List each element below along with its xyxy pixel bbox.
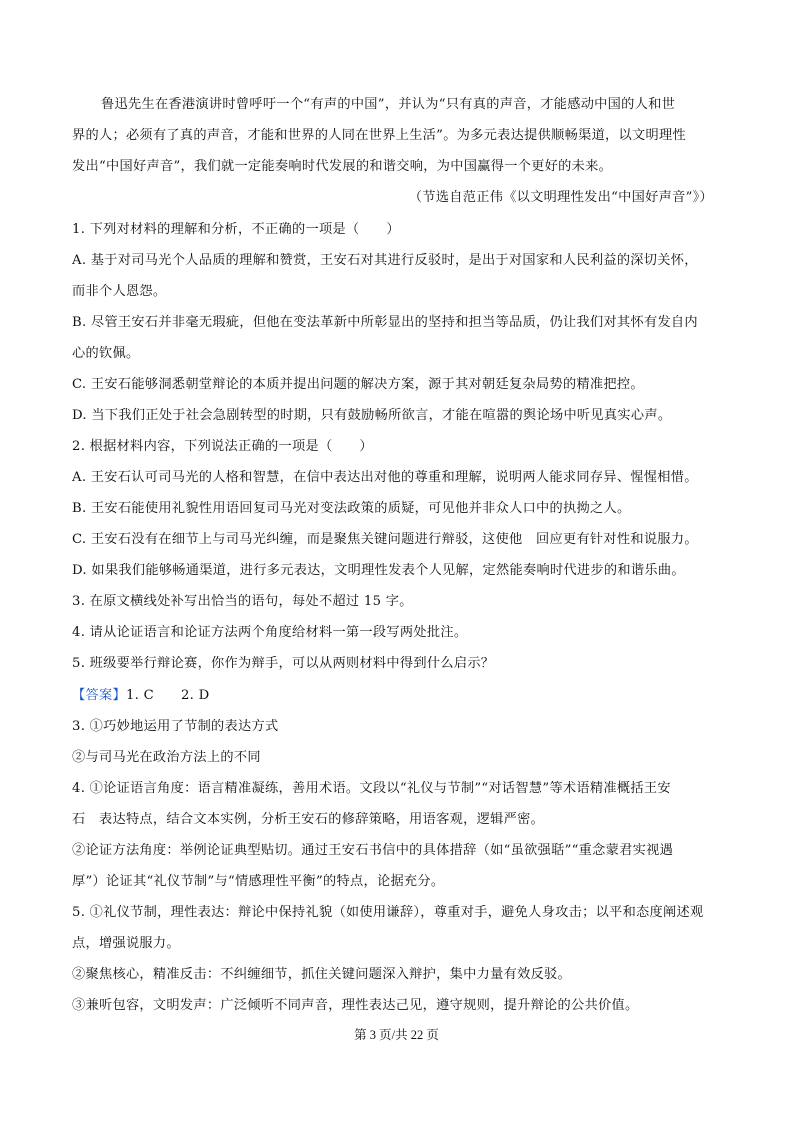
answer-line-1 xyxy=(72,686,722,706)
question-1-option-c: C. 王安石能够洞悉朝堂辩论的本质并提出问题的解决方案，源于其对朝廷复杂局势的精准把控。 xyxy=(72,377,644,392)
question-1-option-a: A. 基于对司马光个人品质的理解和赞赏，王安石对其进行反驳时，是出于对国家和人民利益的深切关怀， xyxy=(72,253,698,268)
question-1-option-d: D. 当下我们正处于社会急剧转型的时期，只有鼓励畅所欲言，才能在喧嚣的舆论场中听见真实心声。 xyxy=(72,408,672,423)
question-4: 4. 请从论证语言和论证方法两个角度给材料一第一段写两处批注。 xyxy=(72,625,468,640)
question-1: 1. 下列对材料的理解和分析，不正确的一项是（ ） xyxy=(72,222,400,237)
passage-source: （节选自范正伟《以文明理性发出“中国好声音”》） xyxy=(408,190,713,205)
answer-line: 4. ①论证语言角度：语言精准凝练，善用术语。文段以“礼仪与节制”“对话智慧”等术语精准概括王安 xyxy=(72,781,671,796)
answer-line: ②与司马光在政治方法上的不同 xyxy=(72,750,261,765)
question-2-option-b: B. 王安石能使用礼貌性用语回复司马光对变法政策的质疑，可见他并非众人口中的执拗之人。 xyxy=(72,501,631,516)
question-2-option-d: D. 如果我们能够畅通渠道，进行多元表达，文明理性发表个人见解，定然能奏响时代进步的和谐乐曲。 xyxy=(72,563,685,578)
answer-line: 点，增强说服力。 xyxy=(72,936,180,951)
question-2-option-a: A. 王安石认可司马光的人格和智慧，在信中表达出对他的尊重和理解，说明两人能求同存异、惺惺相惜。 xyxy=(72,470,698,485)
answer-line: ③兼听包容，文明发声：广泛倾听不同声音，理性表达己见，遵守规则，提升辩论的公共价值。 xyxy=(72,998,639,1013)
page-footer: 第 3 页/共 22 页 xyxy=(354,1028,439,1042)
passage-line: 界的人；必须有了真的声音，才能和世界的人同在世界上生活”。为多元表达提供顺畅渠道，以文明理性 xyxy=(72,128,686,143)
question-2: 2. 根据材料内容，下列说法正确的一项是（ ） xyxy=(72,439,373,454)
answer-tag: 【答案】 xyxy=(72,688,126,703)
question-2-option-c: C. 王安石没有在细节上与司马光纠缠，而是聚焦关键问题进行辩驳，这使他 回应更有针对性和说服力。 xyxy=(72,532,698,547)
answer-choices: 1. C 2. D xyxy=(125,688,210,703)
question-1-option-b: B. 尽管王安石并非毫无瑕疵，但他在变法革新中所彰显出的坚持和担当等品质，仍让我们对其怀有发自内 xyxy=(72,315,698,330)
passage-line: 发出“中国好声音”，我们就一定能奏响时代发展的和谐交响，为中国赢得一个更好的未来。 xyxy=(72,159,613,174)
passage-line: 鲁迅先生在香港演讲时曾呼吁一个“有声的中国”，并认为“只有真的声音，才能感动中国的人和世 xyxy=(101,97,676,112)
answer-line: 厚”）论证其“礼仪节制”与“情感理性平衡”的特点，论据充分。 xyxy=(72,874,445,889)
answer-line: ②聚焦核心，精准反击：不纠缠细节，抓住关键问题深入辩护，集中力量有效反驳。 xyxy=(72,967,572,982)
question-1-option-a-cont: 而非个人恩怨。 xyxy=(72,284,167,299)
question-5: 5. 班级要举行辩论赛，你作为辩手，可以从两则材料中得到什么启示？ xyxy=(72,656,495,671)
question-1-option-b-cont: 心的钦佩。 xyxy=(72,346,140,361)
question-3: 3. 在原文横线处补写出恰当的语句，每处不超过 15 字。 xyxy=(72,594,413,609)
answer-line: ②论证方法角度：举例论证典型贴切。通过王安石书信中的具体措辞（如“虽欲强聒”“重念蒙君实视遇 xyxy=(72,843,674,858)
answer-line: 3. ①巧妙地运用了节制的表达方式 xyxy=(72,719,279,734)
answer-line: 石 表达特点，结合文本实例，分析王安石的修辞策略，用语客观，逻辑严密。 xyxy=(72,812,545,827)
answer-line: 5. ①礼仪节制，理性表达：辩论中保持礼貌（如使用谦辞），尊重对手，避免人身攻击；以平和态度阐述观 xyxy=(72,905,704,920)
